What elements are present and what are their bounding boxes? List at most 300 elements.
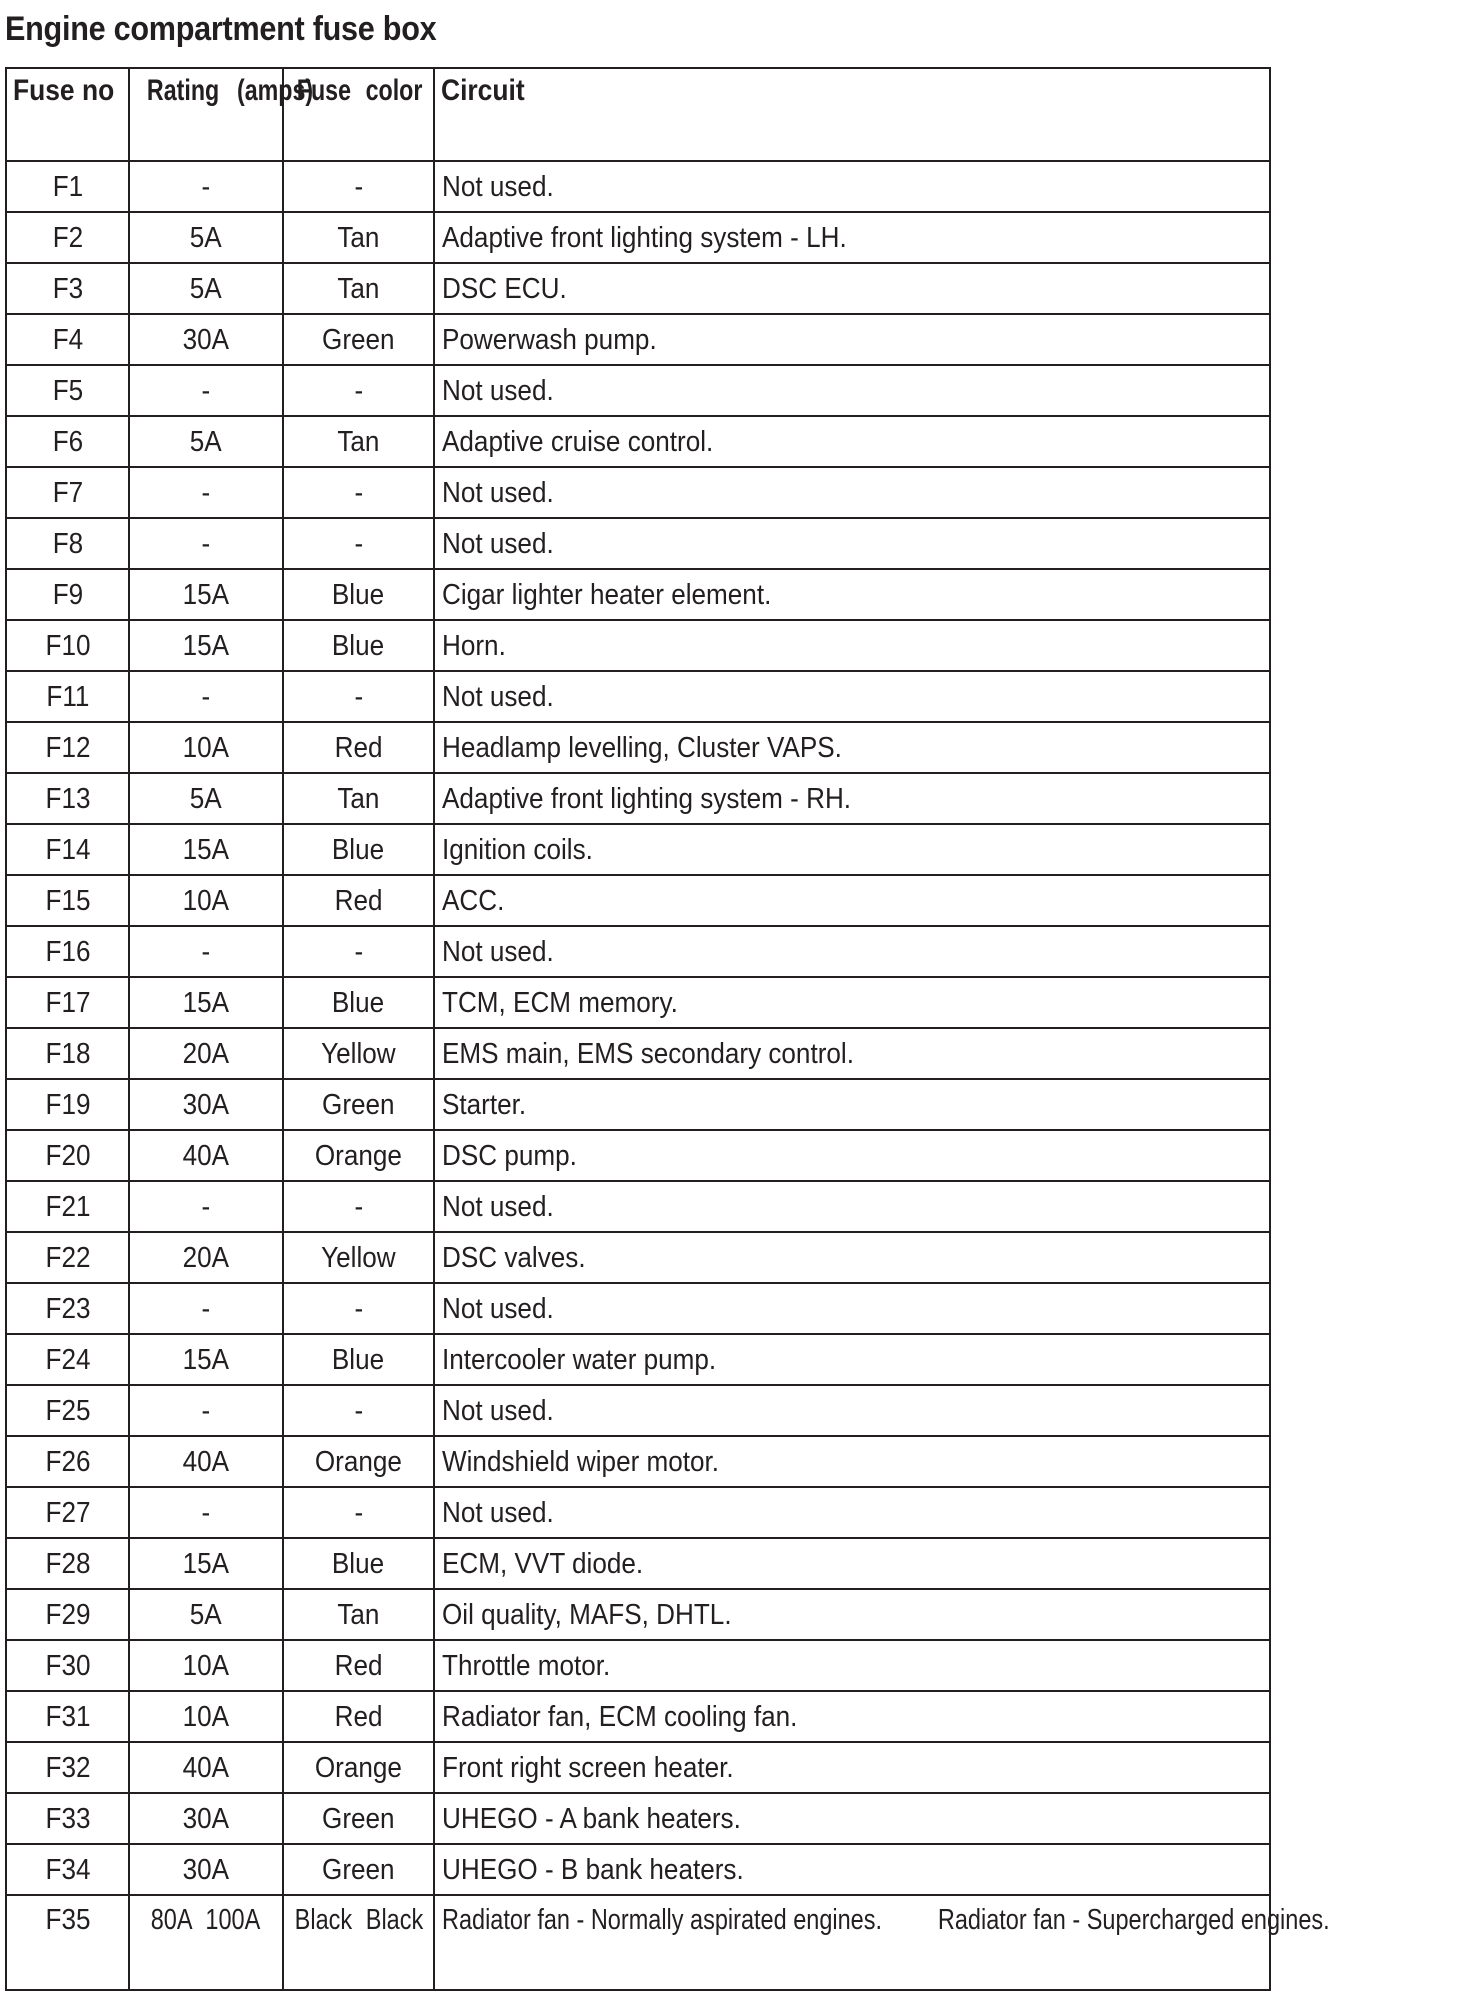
fuse-color-cell — [283, 1487, 434, 1538]
circuit-text: UHEGO - A bank heaters. — [442, 1802, 741, 1835]
fuse-number-cell — [6, 926, 129, 977]
fuse-color-text: Tan — [337, 1598, 380, 1631]
circuit-text: DSC pump. — [442, 1139, 577, 1172]
fuse-color-cell — [283, 620, 434, 671]
table-row — [6, 1385, 1270, 1436]
fuse-number-text: F14 — [44, 833, 90, 866]
circuit-cell — [434, 1385, 1270, 1436]
rating-cell — [129, 467, 283, 518]
fuse-color-cell — [283, 875, 434, 926]
circuit-cell — [434, 569, 1270, 620]
rating-cell — [129, 1028, 283, 1079]
rating-text: 40A — [182, 1139, 230, 1172]
fuse-number-text: F7 — [52, 476, 83, 509]
circuit-cell — [434, 1487, 1270, 1538]
table-row — [6, 722, 1270, 773]
fuse-color-text: Green — [322, 323, 395, 356]
fuse-color-text: - — [354, 374, 363, 407]
fuse-number-cell — [6, 365, 129, 416]
circuit-text: Adaptive front lighting system - LH. — [442, 221, 847, 254]
fuse-number-cell — [6, 875, 129, 926]
fuse-number-text: F12 — [44, 731, 90, 764]
fuse-color-cell — [283, 365, 434, 416]
rating-text: 30A — [182, 1802, 230, 1835]
circuit-cell — [434, 161, 1270, 212]
table-row — [6, 926, 1270, 977]
rating-cell — [129, 1793, 283, 1844]
circuit-cell — [434, 1691, 1270, 1742]
circuit-text: Headlamp levelling, Cluster VAPS. — [442, 731, 842, 764]
fuse-number-cell — [6, 1487, 129, 1538]
circuit-text: Not used. — [442, 527, 554, 560]
circuit-text: Not used. — [442, 1190, 554, 1223]
fuse-color-text: Orange — [314, 1139, 403, 1172]
fuse-number-text: F8 — [52, 527, 83, 560]
circuit-cell — [434, 1538, 1270, 1589]
fuse-number: F35 — [44, 1904, 90, 1936]
rating-text: 30A — [182, 1088, 230, 1121]
circuit-text: Not used. — [442, 1394, 554, 1427]
fuse-number-text: F29 — [44, 1598, 90, 1631]
circuit-text: Adaptive cruise control. — [442, 425, 714, 458]
table-row — [6, 467, 1270, 518]
rating-cell — [129, 1334, 283, 1385]
fuse-color-text: Blue — [332, 1343, 385, 1376]
rating-cell — [129, 1232, 283, 1283]
circuit-text: Not used. — [442, 935, 554, 968]
header-color-line2: color — [365, 74, 423, 107]
fuse-color-text: - — [354, 1292, 363, 1325]
fuse-number-cell — [6, 1742, 129, 1793]
fuse-number-text: F30 — [44, 1649, 90, 1682]
header-fuse-color — [283, 68, 434, 161]
table-row — [6, 1640, 1270, 1691]
rating-cell — [129, 1436, 283, 1487]
fuse-color-text: Blue — [332, 629, 385, 662]
fuse-color-cell — [283, 1283, 434, 1334]
page-title: Engine compartment fuse box — [5, 10, 437, 48]
fuse-color-text: Tan — [337, 782, 380, 815]
fuse-color-cell — [283, 1079, 434, 1130]
fuse-color-text: Yellow — [321, 1241, 396, 1274]
table-row — [6, 416, 1270, 467]
fuse-color-text: Tan — [337, 221, 380, 254]
circuit-cell — [434, 1742, 1270, 1793]
fuse-color-text: Yellow — [321, 1037, 396, 1070]
fuse-number-cell — [6, 1334, 129, 1385]
circuit-cell — [434, 1436, 1270, 1487]
fuse-number-cell — [6, 1232, 129, 1283]
fuse-number-text: F31 — [44, 1700, 90, 1733]
fuse-number-text: F33 — [44, 1802, 90, 1835]
table-row — [6, 314, 1270, 365]
circuit-values — [442, 1900, 1373, 1940]
circuit-text: DSC ECU. — [442, 272, 567, 305]
table-row — [6, 518, 1270, 569]
fuse-number-text: F20 — [44, 1139, 90, 1172]
rating-text: 15A — [182, 578, 230, 611]
rating-text: - — [201, 1292, 211, 1325]
rating-cell — [129, 161, 283, 212]
fuse-number-text: F27 — [44, 1496, 90, 1529]
fuse-number-cell — [6, 671, 129, 722]
circuit-text: Throttle motor. — [442, 1649, 611, 1682]
table-row — [6, 1334, 1270, 1385]
table-header-row — [6, 68, 1270, 161]
rating-cell — [129, 1079, 283, 1130]
fuse-color-cell — [283, 1640, 434, 1691]
fuse-color-cell — [283, 314, 434, 365]
rating-text: 5A — [190, 425, 222, 458]
fuse-color-text: Red — [334, 1700, 383, 1733]
rating-text: 10A — [182, 1649, 230, 1682]
fuse-color-text: - — [354, 1394, 363, 1427]
fuse-color-text: Blue — [332, 1547, 385, 1580]
rating-text: 10A — [182, 731, 230, 764]
circuit-cell — [434, 875, 1270, 926]
fuse-color-text: Green — [322, 1853, 395, 1886]
rating-cell — [129, 1385, 283, 1436]
fuse-number-text: F32 — [44, 1751, 90, 1784]
fuse-number-text: F13 — [44, 782, 90, 815]
fuse-color-text: Blue — [332, 833, 385, 866]
table-row — [6, 1079, 1270, 1130]
fuse-color-cell — [283, 1232, 434, 1283]
fuse-color-cell — [283, 1793, 434, 1844]
header-rating — [129, 68, 313, 161]
rating-cell — [129, 1895, 283, 1990]
table-row — [6, 977, 1270, 1028]
fuse-color-cell — [283, 1538, 434, 1589]
rating-text: 5A — [190, 782, 222, 815]
table-row — [6, 1691, 1270, 1742]
rating-text: - — [201, 680, 211, 713]
fuse-number-text: F6 — [52, 425, 83, 458]
rating-cell — [129, 1742, 283, 1793]
fuse-number-cell — [6, 1028, 129, 1079]
fuse-number-cell — [6, 773, 129, 824]
rating-cell — [129, 1487, 283, 1538]
header-fuse-no — [6, 68, 129, 161]
fuse-color-text: Red — [334, 1649, 383, 1682]
table-row — [6, 671, 1270, 722]
fuse-color-cell — [283, 1334, 434, 1385]
fuse-color-cell — [283, 773, 434, 824]
rating-cell — [129, 1130, 283, 1181]
rating-text: 40A — [182, 1751, 230, 1784]
table-row — [6, 1130, 1270, 1181]
fuse-color-cell — [283, 722, 434, 773]
fuse-number-text: F4 — [52, 323, 83, 356]
fuse-color-cell — [283, 926, 434, 977]
rating-cell — [129, 824, 283, 875]
header-fuse-color-label — [293, 71, 427, 111]
fuse-color-cell — [283, 977, 434, 1028]
table-row — [6, 1232, 1270, 1283]
rating-text: 30A — [182, 1853, 230, 1886]
rating-text: - — [201, 935, 211, 968]
circuit-text: Not used. — [442, 680, 554, 713]
circuit-cell — [434, 1028, 1270, 1079]
header-circuit-label: Circuit — [441, 74, 525, 107]
fuse-color-cell — [283, 467, 434, 518]
fuse-number-cell — [6, 1283, 129, 1334]
circuit-cell — [434, 926, 1270, 977]
table-row — [6, 875, 1270, 926]
fuse-color-cell — [283, 1436, 434, 1487]
fuse-number-text: F2 — [52, 221, 83, 254]
circuit-cell — [434, 518, 1270, 569]
circuit-text: Radiator fan, ECM cooling fan. — [442, 1700, 798, 1733]
rating-values — [149, 1900, 264, 1940]
fuse-number-cell — [6, 824, 129, 875]
fuse-color-text: - — [354, 527, 363, 560]
fuse-number-cell — [6, 722, 129, 773]
fuse-number-cell — [6, 1844, 129, 1895]
rating-text: 40A — [182, 1445, 230, 1478]
table-row — [6, 1436, 1270, 1487]
circuit-text: TCM, ECM memory. — [442, 986, 678, 1019]
fuse-number-cell — [6, 467, 129, 518]
fuse-color-text: - — [354, 680, 363, 713]
circuit-text: Intercooler water pump. — [442, 1343, 717, 1376]
rating-value-1: 80A — [150, 1904, 193, 1936]
fuse-number-cell — [6, 416, 129, 467]
fuse-color-cell — [283, 1028, 434, 1079]
fuse-color-text: - — [354, 935, 363, 968]
fuse-number-text: F25 — [44, 1394, 90, 1427]
circuit-cell — [434, 416, 1270, 467]
color-values — [291, 1900, 426, 1940]
rating-text: 20A — [182, 1037, 230, 1070]
circuit-cell — [434, 1079, 1270, 1130]
rating-cell — [129, 263, 283, 314]
rating-text: 10A — [182, 1700, 230, 1733]
fuse-color-cell — [283, 416, 434, 467]
table-row — [6, 263, 1270, 314]
circuit-value-1: Radiator fan - Normally aspirated engines. — [442, 1904, 883, 1936]
rating-text: 15A — [182, 629, 230, 662]
circuit-cell — [434, 773, 1270, 824]
circuit-value-2: Radiator fan - Supercharged engines. — [938, 1904, 1330, 1936]
fuse-color-cell — [283, 824, 434, 875]
table-row — [6, 773, 1270, 824]
rating-text: - — [201, 1496, 211, 1529]
rating-cell — [129, 1538, 283, 1589]
circuit-text: DSC valves. — [442, 1241, 586, 1274]
fuse-number-text: F24 — [44, 1343, 90, 1376]
color-value-2: Black — [365, 1904, 424, 1936]
fuse-color-cell — [283, 161, 434, 212]
table-row — [6, 365, 1270, 416]
fuse-color-cell — [283, 263, 434, 314]
fuse-number-text: F18 — [44, 1037, 90, 1070]
rating-text: 15A — [182, 1547, 230, 1580]
header-color-line1: Fuse — [296, 74, 352, 107]
fuse-color-text: - — [354, 476, 363, 509]
rating-text: 30A — [182, 323, 230, 356]
fuse-color-cell — [283, 1181, 434, 1232]
rating-cell — [129, 773, 283, 824]
fuse-color-text: - — [354, 170, 363, 203]
rating-text: 5A — [190, 1598, 222, 1631]
rating-text: - — [201, 476, 211, 509]
fuse-number-cell — [6, 977, 129, 1028]
table-row — [6, 1844, 1270, 1895]
header-fuse-no-label: Fuse no — [13, 74, 115, 107]
rating-text: 20A — [182, 1241, 230, 1274]
fuse-number-cell — [6, 518, 129, 569]
fuse-color-cell — [283, 671, 434, 722]
rating-cell — [129, 365, 283, 416]
color-cell — [283, 1895, 434, 1990]
rating-cell — [129, 671, 283, 722]
circuit-cell — [434, 620, 1270, 671]
fuse-number-cell — [6, 212, 129, 263]
rating-text: - — [201, 374, 211, 407]
circuit-text: Not used. — [442, 476, 554, 509]
circuit-text: Starter. — [442, 1088, 527, 1121]
circuit-cell — [434, 212, 1270, 263]
table-row — [6, 1181, 1270, 1232]
rating-cell — [129, 926, 283, 977]
circuit-text: Windshield wiper motor. — [442, 1445, 720, 1478]
fuse-number-cell — [6, 1793, 129, 1844]
fuse-color-text: Tan — [337, 425, 380, 458]
table-row — [6, 1487, 1270, 1538]
fuse-color-cell — [283, 1130, 434, 1181]
fuse-number-text: F28 — [44, 1547, 90, 1580]
circuit-cell — [434, 1844, 1270, 1895]
rating-cell — [129, 1640, 283, 1691]
circuit-text: Horn. — [442, 629, 506, 662]
rating-text: 5A — [190, 272, 222, 305]
fuse-number-cell — [6, 1538, 129, 1589]
circuit-cell — [434, 1589, 1270, 1640]
circuit-cell — [434, 671, 1270, 722]
rating-text: - — [201, 1394, 211, 1427]
table-row-f35 — [6, 1895, 1270, 1990]
table-row — [6, 1793, 1270, 1844]
rating-text: 10A — [182, 884, 230, 917]
circuit-cell — [434, 1283, 1270, 1334]
rating-cell — [129, 1283, 283, 1334]
rating-cell — [129, 1691, 283, 1742]
fuse-color-cell — [283, 569, 434, 620]
circuit-cell — [434, 1640, 1270, 1691]
fuse-color-cell — [283, 212, 434, 263]
fuse-number-text: F1 — [52, 170, 83, 203]
fuse-number-text: F11 — [45, 680, 90, 713]
circuit-cell — [434, 977, 1270, 1028]
fuse-number-cell — [6, 569, 129, 620]
color-value-1: Black — [294, 1904, 353, 1936]
fuse-number-text: F3 — [52, 272, 83, 305]
fuse-color-text: Red — [334, 731, 383, 764]
fuse-color-text: - — [354, 1190, 363, 1223]
rating-cell — [129, 212, 283, 263]
rating-cell — [129, 314, 283, 365]
circuit-cell — [434, 314, 1270, 365]
circuit-text: Not used. — [442, 1292, 554, 1325]
fuse-number-cell — [6, 620, 129, 671]
rating-value-2: 100A — [205, 1904, 261, 1936]
rating-cell — [129, 620, 283, 671]
fuse-number-cell — [6, 1181, 129, 1232]
fuse-color-text: Tan — [337, 272, 380, 305]
circuit-cell — [434, 467, 1270, 518]
fuse-number-cell — [6, 1895, 129, 1990]
fuse-number-text: F26 — [44, 1445, 90, 1478]
fuse-number-text: F5 — [52, 374, 83, 407]
circuit-text: Ignition coils. — [442, 833, 593, 866]
table-row — [6, 1283, 1270, 1334]
fuse-number-text: F10 — [44, 629, 90, 662]
circuit-cell — [434, 824, 1270, 875]
header-rating-line2: (amps) — [236, 74, 313, 107]
fuse-color-text: Red — [334, 884, 383, 917]
rating-cell — [129, 722, 283, 773]
fuse-color-text: - — [354, 1496, 363, 1529]
table-row — [6, 824, 1270, 875]
fuse-number-cell — [6, 1589, 129, 1640]
table-row — [6, 1028, 1270, 1079]
table-row — [6, 212, 1270, 263]
fuse-color-text: Orange — [314, 1445, 403, 1478]
fuse-color-text: Blue — [332, 986, 385, 1019]
header-circuit — [434, 68, 1270, 161]
circuit-text: Adaptive front lighting system - RH. — [442, 782, 852, 815]
fuse-number-text: F9 — [52, 578, 83, 611]
circuit-text: Oil quality, MAFS, DHTL. — [442, 1598, 732, 1631]
fuse-color-cell — [283, 1844, 434, 1895]
rating-cell — [129, 1181, 283, 1232]
circuit-text: EMS main, EMS secondary control. — [442, 1037, 854, 1070]
circuit-text: UHEGO - B bank heaters. — [442, 1853, 744, 1886]
rating-cell — [129, 1844, 283, 1895]
circuit-text: ECM, VVT diode. — [442, 1547, 644, 1580]
fuse-number-text: F34 — [44, 1853, 90, 1886]
rating-cell — [129, 1589, 283, 1640]
fuse-table — [5, 67, 1330, 1991]
fuse-number-cell — [6, 314, 129, 365]
fuse-color-cell — [283, 1742, 434, 1793]
table-row — [6, 1589, 1270, 1640]
circuit-text: ACC. — [442, 884, 505, 917]
fuse-color-text: Green — [322, 1088, 395, 1121]
circuit-cell — [434, 263, 1270, 314]
fuse-number-cell — [6, 161, 129, 212]
circuit-cell — [434, 1895, 1330, 1990]
fuse-number-cell — [6, 1640, 129, 1691]
fuse-number-cell — [6, 1130, 129, 1181]
rating-cell — [129, 518, 283, 569]
fuse-color-cell — [283, 1589, 434, 1640]
table-row — [6, 1538, 1270, 1589]
fuse-number-cell — [6, 1436, 129, 1487]
fuse-number-cell — [6, 263, 129, 314]
circuit-text: Powerwash pump. — [442, 323, 657, 356]
circuit-text: Not used. — [442, 374, 554, 407]
rating-cell — [129, 875, 283, 926]
circuit-text: Not used. — [442, 1496, 554, 1529]
table-body — [6, 161, 1330, 1990]
fuse-number-cell — [6, 1079, 129, 1130]
fuse-number-text: F23 — [44, 1292, 90, 1325]
fuse-color-text: Green — [322, 1802, 395, 1835]
fuse-color-text: Orange — [314, 1751, 403, 1784]
fuse-number-text: F22 — [44, 1241, 90, 1274]
